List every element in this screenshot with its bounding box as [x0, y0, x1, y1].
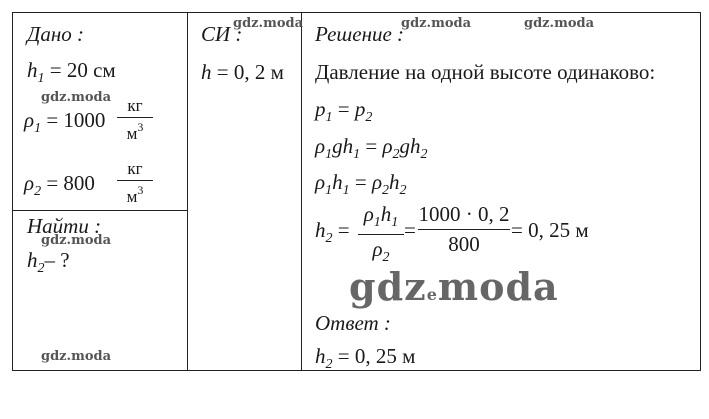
given-heading: Дано : [27, 22, 85, 46]
watermark: gdz.moda [524, 16, 595, 31]
rho2-unit-fraction: кг $м^3$ [117, 160, 153, 205]
answer-heading: Ответ : [315, 311, 391, 335]
watermark: gdz.moda [401, 16, 472, 31]
find-h2: $h_2-$ ? [27, 248, 70, 276]
solution-heading: Решение : [315, 22, 405, 46]
equation-4-lhs: $h_2$ = [315, 218, 350, 246]
equation-3: $\rho_1h_1 = \rho_2h_2$ [315, 170, 407, 198]
column-divider-2 [301, 13, 302, 370]
equation-4-eq2: = [404, 218, 416, 242]
column-divider-1 [187, 13, 188, 370]
watermark-large: gdzеmoda [349, 264, 559, 309]
equation-1: $p_1 = p_2$ [315, 97, 373, 125]
equation-4-fraction-2: 1000 · 0, 2 800 [418, 202, 510, 256]
watermark: gdz.moda [41, 90, 112, 105]
si-heading: СИ : [201, 22, 243, 46]
watermark: gdz.moda [41, 349, 112, 364]
find-heading: Найти : [27, 214, 102, 238]
equation-4-result: = 0, 25 м [511, 218, 589, 242]
given-h1: $h_1 = 20$ см [27, 58, 116, 86]
equation-2: $\rho_1gh_1 = \rho_2gh_2$ [315, 134, 428, 162]
answer-value: $h_2 = 0$, 25 м [315, 344, 416, 372]
given-find-divider [13, 210, 187, 211]
watermark: gdz.moda [233, 16, 304, 31]
given-rho1: $\rho_1 = 1000$ [24, 108, 106, 136]
watermark: gdz.moda [41, 233, 112, 248]
solution-statement: Давление на одной высоте одинаково: [315, 60, 656, 84]
equation-4-fraction-1: $\rho_1h_1$ $\rho_2$ [358, 204, 404, 265]
given-rho2: $\rho_2 = 800$ [24, 171, 95, 199]
rho1-unit-fraction: кг $м^3$ [117, 97, 153, 142]
si-h: h = 0, 2 м [201, 60, 284, 84]
